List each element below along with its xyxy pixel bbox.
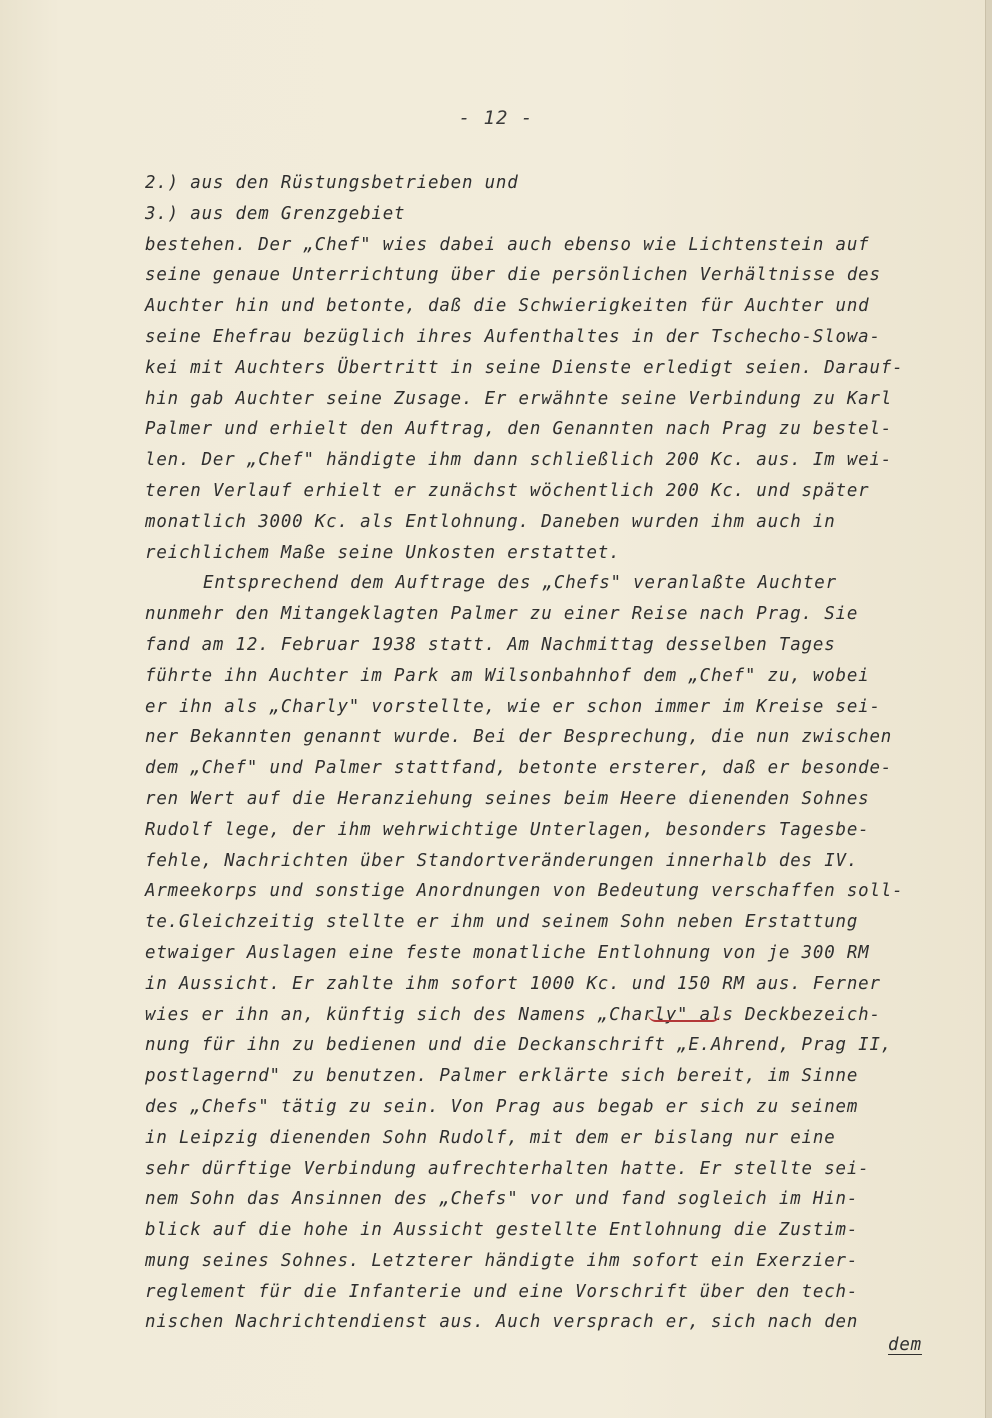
page-number: - 12 - bbox=[458, 107, 534, 129]
text-line: Armeekorps und sonstige Anordnungen von Bedeutung verschaffen soll- bbox=[145, 881, 904, 902]
text-line: fand am 12. Februar 1938 statt. Am Nachmittag desselben Tages bbox=[145, 634, 836, 655]
text-line: hin gab Auchter seine Zusage. Er erwähnte seine Verbindung zu Karl bbox=[145, 388, 893, 409]
text-line: nischen Nachrichtendienst aus. Auch versprach er, sich nach den bbox=[145, 1312, 859, 1333]
text-line: sehr dürftige Verbindung aufrechterhalten hatte. Er stellte sei- bbox=[145, 1158, 870, 1179]
text-line: nunmehr den Mitangeklagten Palmer zu einer Reise nach Prag. Sie bbox=[145, 604, 859, 625]
text-line: fehle, Nachrichten über Standortveränderungen innerhalb des IV. bbox=[145, 850, 859, 871]
text-line: 3.) aus dem Grenzgebiet bbox=[145, 203, 406, 224]
text-line: seine genaue Unterrichtung über die persönlichen Verhältnisse des bbox=[145, 265, 881, 286]
text-line: nem Sohn das Ansinnen des „Chefs" vor und fand sogleich im Hin- bbox=[145, 1189, 859, 1210]
text-line: in Leipzig dienenden Sohn Rudolf, mit dem er bislang nur eine bbox=[145, 1127, 836, 1148]
text-line: Auchter hin und betonte, daß die Schwierigkeiten für Auchter und bbox=[145, 296, 870, 317]
text-line: mung seines Sohnes. Letzterer händigte ihm sofort ein Exerzier- bbox=[145, 1250, 859, 1271]
text-line: dem „Chef" und Palmer stattfand, betonte ersterer, daß er besonde- bbox=[145, 758, 893, 779]
text-line: len. Der „Chef" händigte ihm dann schließlich 200 Kc. aus. Im wei- bbox=[145, 450, 893, 471]
catchword: dem bbox=[888, 1335, 922, 1355]
red-underline-mark bbox=[648, 1014, 720, 1022]
text-line: des „Chefs" tätig zu sein. Von Prag aus begab er sich zu seinem bbox=[145, 1096, 859, 1117]
text-line: 2.) aus den Rüstungsbetrieben und bbox=[145, 173, 519, 193]
text-line: nung für ihn zu bedienen und die Deckanschrift „E.Ahrend, Prag II, bbox=[145, 1035, 893, 1056]
text-line: ner Bekannten genannt wurde. Bei der Besprechung, die nun zwischen bbox=[145, 727, 893, 748]
text-line: Rudolf lege, der ihm wehrwichtige Unterlagen, besonders Tagesbe- bbox=[145, 819, 870, 840]
text-line: er ihn als „Charly" vorstellte, wie er schon immer im Kreise sei- bbox=[145, 696, 881, 717]
text-line: blick auf die hohe in Aussicht gestellte Entlohnung die Zustim- bbox=[145, 1220, 859, 1241]
text-line: monatlich 3000 Kc. als Entlohnung. Daneben wurden ihm auch in bbox=[145, 511, 836, 532]
text-line: kei mit Auchters Übertritt in seine Dienste erledigt seien. Darauf- bbox=[145, 357, 904, 378]
text-line: ren Wert auf die Heranziehung seines beim Heere dienenden Sohnes bbox=[145, 788, 870, 809]
text-line: teren Verlauf erhielt er zunächst wöchentlich 200 Kc. und später bbox=[145, 480, 870, 501]
body-text bbox=[145, 168, 965, 1338]
text-line: reichlichem Maße seine Unkosten erstattet. bbox=[145, 542, 621, 563]
text-line: seine Ehefrau bezüglich ihres Aufenthaltes in der Tschecho-Slowa- bbox=[145, 326, 881, 347]
text-line: te.Gleichzeitig stellte er ihm und seinem Sohn neben Erstattung bbox=[145, 912, 859, 933]
text-line: reglement für die Infanterie und eine Vorschrift über den tech- bbox=[145, 1281, 859, 1302]
text-line: Entsprechend dem Auftrage des „Chefs" veranlaßte Auchter bbox=[203, 573, 837, 594]
text-line: bestehen. Der „Chef" wies dabei auch ebenso wie Lichtenstein auf bbox=[145, 234, 870, 255]
text-line: etwaiger Auslagen eine feste monatliche Entlohnung von je 300 RM bbox=[145, 942, 870, 963]
text-line: postlagernd" zu benutzen. Palmer erklärte sich bereit, im Sinne bbox=[145, 1066, 859, 1087]
text-line: führte ihn Auchter im Park am Wilsonbahnhof dem „Chef" zu, wobei bbox=[145, 665, 870, 686]
page-edge bbox=[985, 0, 992, 1418]
text-line: Palmer und erhielt den Auftrag, den Genannten nach Prag zu bestel- bbox=[145, 419, 893, 440]
text-line: in Aussicht. Er zahlte ihm sofort 1000 Kc. und 150 RM aus. Ferner bbox=[145, 973, 881, 994]
text-line: wies er ihn an, künftig sich des Namens „Charly" als Deckbezeich- bbox=[145, 1004, 881, 1025]
